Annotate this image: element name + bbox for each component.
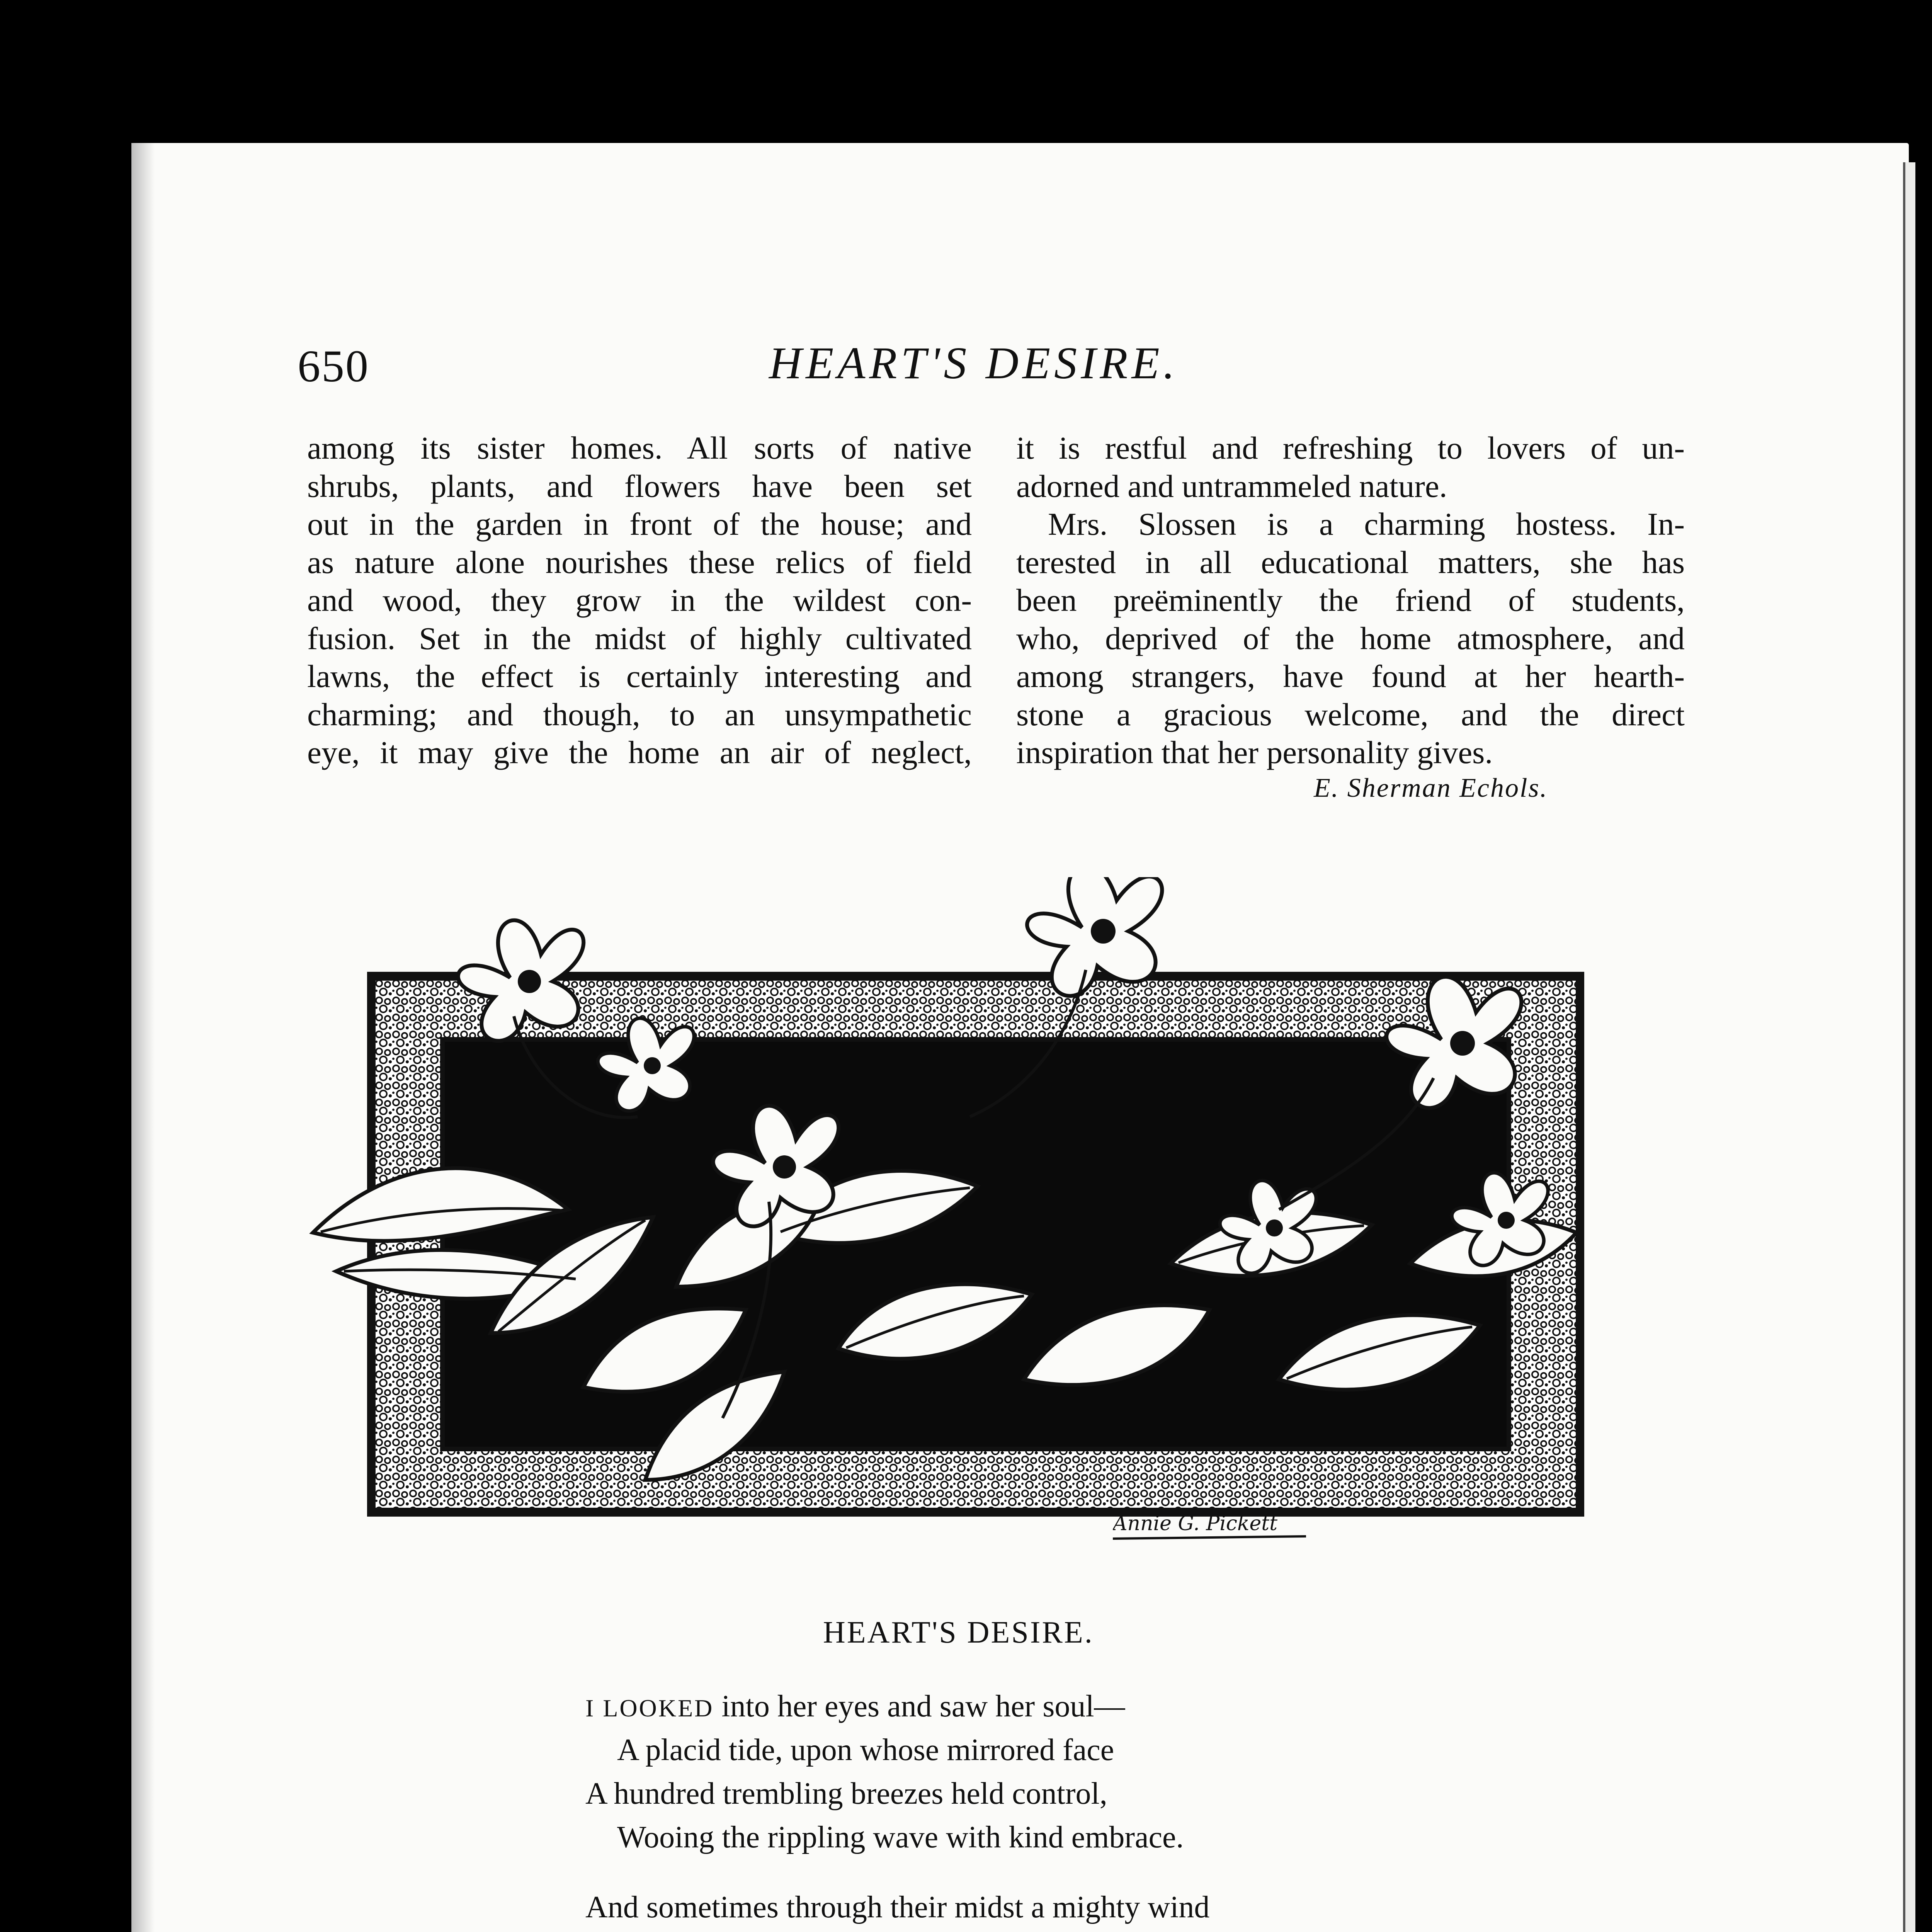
text-line: fusion. Set in the midst of highly cultivated — [307, 620, 972, 656]
poem-line: A placid tide, upon whose mirrored face — [617, 1733, 1114, 1767]
text-line: terested in all educational matters, she has — [1016, 544, 1685, 580]
text-line: it is restful and refreshing to lovers of un- — [1016, 430, 1685, 466]
text-line: charming; and though, to an unsympathetic — [307, 696, 972, 732]
poem-body — [585, 1685, 1648, 1932]
text-line: out in the garden in front of the house; and — [307, 506, 972, 542]
poem-line: A hundred trembling breezes held control, — [585, 1777, 1107, 1811]
page-number: 650 — [298, 341, 369, 391]
poem-line: Wooing the rippling wave with kind embrace. — [617, 1820, 1184, 1854]
text-line: been preëminently the friend of students, — [1016, 582, 1685, 618]
artist-signature: Annie G. Pickett — [1113, 1512, 1278, 1535]
poem-line — [585, 1685, 1648, 1728]
text-line: who, deprived of the home atmosphere, and — [1016, 620, 1685, 656]
text-line: as nature alone nourishes these relics of field — [307, 544, 972, 580]
text-line: adorned and untrammeled nature. — [1016, 468, 1447, 504]
poem-line — [585, 1929, 1648, 1932]
next-page-edge — [1903, 162, 1915, 1932]
poem-line: And sometimes through their midst a mighty wind — [585, 1890, 1210, 1924]
text-line: lawns, the effect is certainly interesting and — [307, 658, 972, 694]
article-signature: E. Sherman Echols. — [1314, 773, 1548, 803]
floral-illustration — [290, 877, 1623, 1553]
article-left-column — [307, 429, 972, 772]
text-line: and wood, they grow in the wildest con- — [307, 582, 972, 618]
text-line: eye, it may give the home an air of neglect, — [307, 735, 972, 770]
poem-stanza — [585, 1886, 1648, 1932]
poem-first-line-rest: into her eyes and saw her soul— — [714, 1689, 1125, 1723]
binding-shadow — [131, 143, 155, 1932]
poem-stanza — [585, 1685, 1648, 1859]
poem-opening-words: I LOOKED — [585, 1694, 714, 1722]
text-line: inspiration that her personality gives. — [1016, 735, 1493, 770]
text-line: Mrs. Slossen is a charming hostess. In- — [1048, 506, 1685, 542]
text-line: among its sister homes. All sorts of native — [307, 430, 972, 466]
text-line: among strangers, have found at her hearth- — [1016, 658, 1685, 694]
text-line: stone a gracious welcome, and the direct — [1016, 696, 1685, 732]
poem-title: HEART'S DESIRE. — [823, 1616, 1094, 1650]
artist-signature-mark — [1113, 1503, 1314, 1546]
article-right-column — [1016, 429, 1685, 772]
running-title: HEART'S DESIRE. — [769, 338, 1179, 388]
text-line: shrubs, plants, and flowers have been set — [307, 468, 972, 504]
